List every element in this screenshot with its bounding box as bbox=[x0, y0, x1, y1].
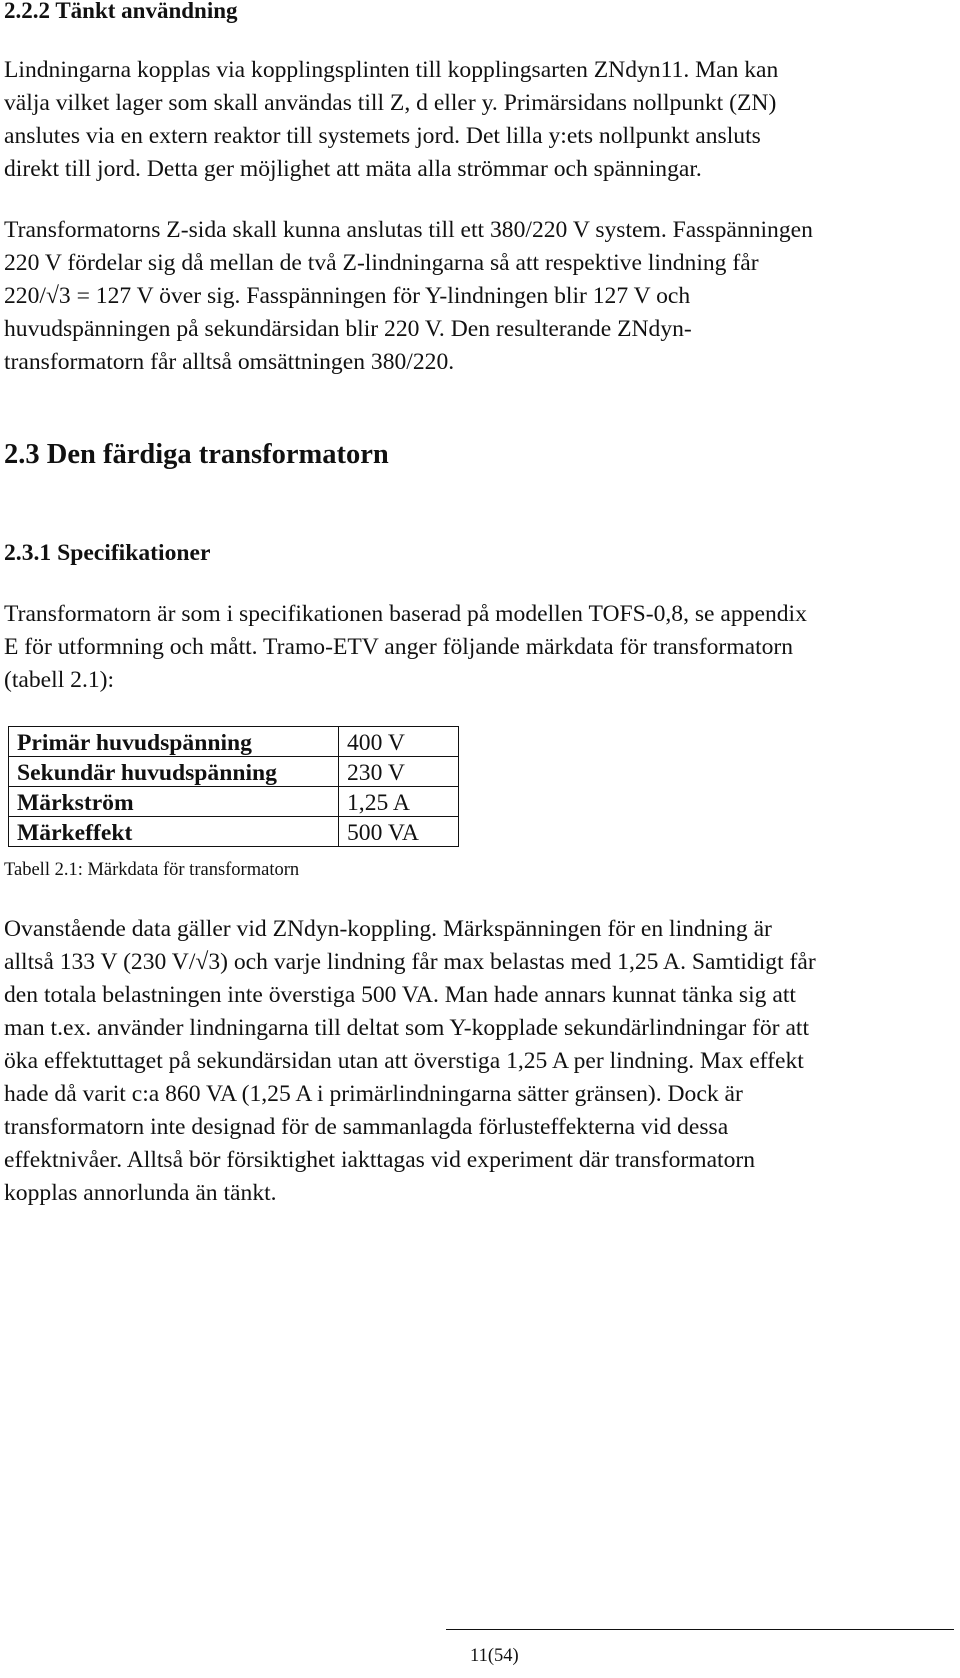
table-cell-value: 400 V bbox=[339, 727, 459, 757]
table-row bbox=[9, 757, 459, 787]
text-line: huvudspänningen på sekundärsidan blir 220 V. Den resulterande ZNdyn- bbox=[4, 316, 692, 342]
page-number: 11(54) bbox=[470, 1646, 519, 1666]
table-row bbox=[9, 817, 459, 847]
table-cell-label: Märkeffekt bbox=[9, 817, 339, 847]
text-line: Lindningarna kopplas via kopplingsplinten till kopplingsarten ZNdyn11. Man kan bbox=[4, 57, 779, 83]
text-line: effektnivåer. Alltså bör försiktighet iakttagas vid experiment där transformatorn bbox=[4, 1147, 756, 1173]
section-heading-2-3: 2.3 Den färdiga transformatorn bbox=[4, 439, 389, 470]
paragraph-tankt-anvandning-1 bbox=[4, 54, 954, 186]
text-line: Transformatorn är som i specifikationen baserad på modellen TOFS-0,8, se appendix bbox=[4, 601, 807, 627]
table-cell-value: 1,25 A bbox=[339, 787, 459, 817]
table-cell-value: 230 V bbox=[339, 757, 459, 787]
table-cell-label: Primär huvudspänning bbox=[9, 727, 339, 757]
text-line: transformatorn får alltså omsättningen 380/220. bbox=[4, 349, 455, 375]
paragraph-tankt-anvandning-2 bbox=[4, 214, 954, 379]
table-caption: Tabell 2.1: Märkdata för transformatorn bbox=[4, 860, 300, 880]
text-line: hade då varit c:a 860 VA (1,25 A i primärlindningarna sätter gränsen). Dock är bbox=[4, 1081, 743, 1107]
text-line: anslutes via en extern reaktor till systemets jord. Det lilla y:ets nollpunkt ansluts bbox=[4, 123, 761, 149]
table-row bbox=[9, 727, 459, 757]
section-heading-2-2-2: 2.2.2 Tänkt användning bbox=[4, 0, 238, 23]
section-heading-2-3-1: 2.3.1 Specifikationer bbox=[4, 540, 211, 566]
text-line: Ovanstående data gäller vid ZNdyn-koppling. Märkspänningen för en lindning är bbox=[4, 916, 772, 942]
text-line: E för utformning och mått. Tramo-ETV anger följande märkdata för transformatorn bbox=[4, 634, 794, 660]
text-line: kopplas annorlunda än tänkt. bbox=[4, 1180, 277, 1206]
rating-table bbox=[8, 726, 459, 847]
table-cell-value: 500 VA bbox=[339, 817, 459, 847]
text-line: man t.ex. använder lindningarna till deltat som Y-kopplade sekundärlindningar för att bbox=[4, 1015, 810, 1041]
text-line: öka effektuttaget på sekundärsidan utan att överstiga 1,25 A per lindning. Max effekt bbox=[4, 1048, 804, 1074]
text-line: 220 V fördelar sig då mellan de två Z-lindningarna så att respektive lindning får bbox=[4, 250, 759, 276]
text-line: transformatorn inte designad för de sammanlagda förlusteffekterna vid dessa bbox=[4, 1114, 729, 1140]
text-line: direkt till jord. Detta ger möjlighet att mäta alla strömmar och spänningar. bbox=[4, 156, 702, 182]
table-row bbox=[9, 787, 459, 817]
text-line: alltså 133 V (230 V/√3) och varje lindning får max belastas med 1,25 A. Samtidigt får bbox=[4, 949, 816, 975]
text-line: (tabell 2.1): bbox=[4, 667, 115, 693]
footer-divider bbox=[446, 1629, 954, 1630]
table-cell-label: Sekundär huvudspänning bbox=[9, 757, 339, 787]
text-line: den totala belastningen inte överstiga 500 VA. Man hade annars kunnat tänka sig att bbox=[4, 982, 796, 1008]
text-line: Transformatorns Z-sida skall kunna anslutas till ett 380/220 V system. Fasspänningen bbox=[4, 217, 813, 243]
table-cell-label: Märkström bbox=[9, 787, 339, 817]
paragraph-specifikationer-details bbox=[4, 913, 954, 1210]
text-line: 220/√3 = 127 V över sig. Fasspänningen för Y-lindningen blir 127 V och bbox=[4, 283, 691, 309]
paragraph-specifikationer-intro bbox=[4, 598, 954, 697]
text-line: välja vilket lager som skall användas till Z, d eller y. Primärsidans nollpunkt (ZN) bbox=[4, 90, 777, 116]
